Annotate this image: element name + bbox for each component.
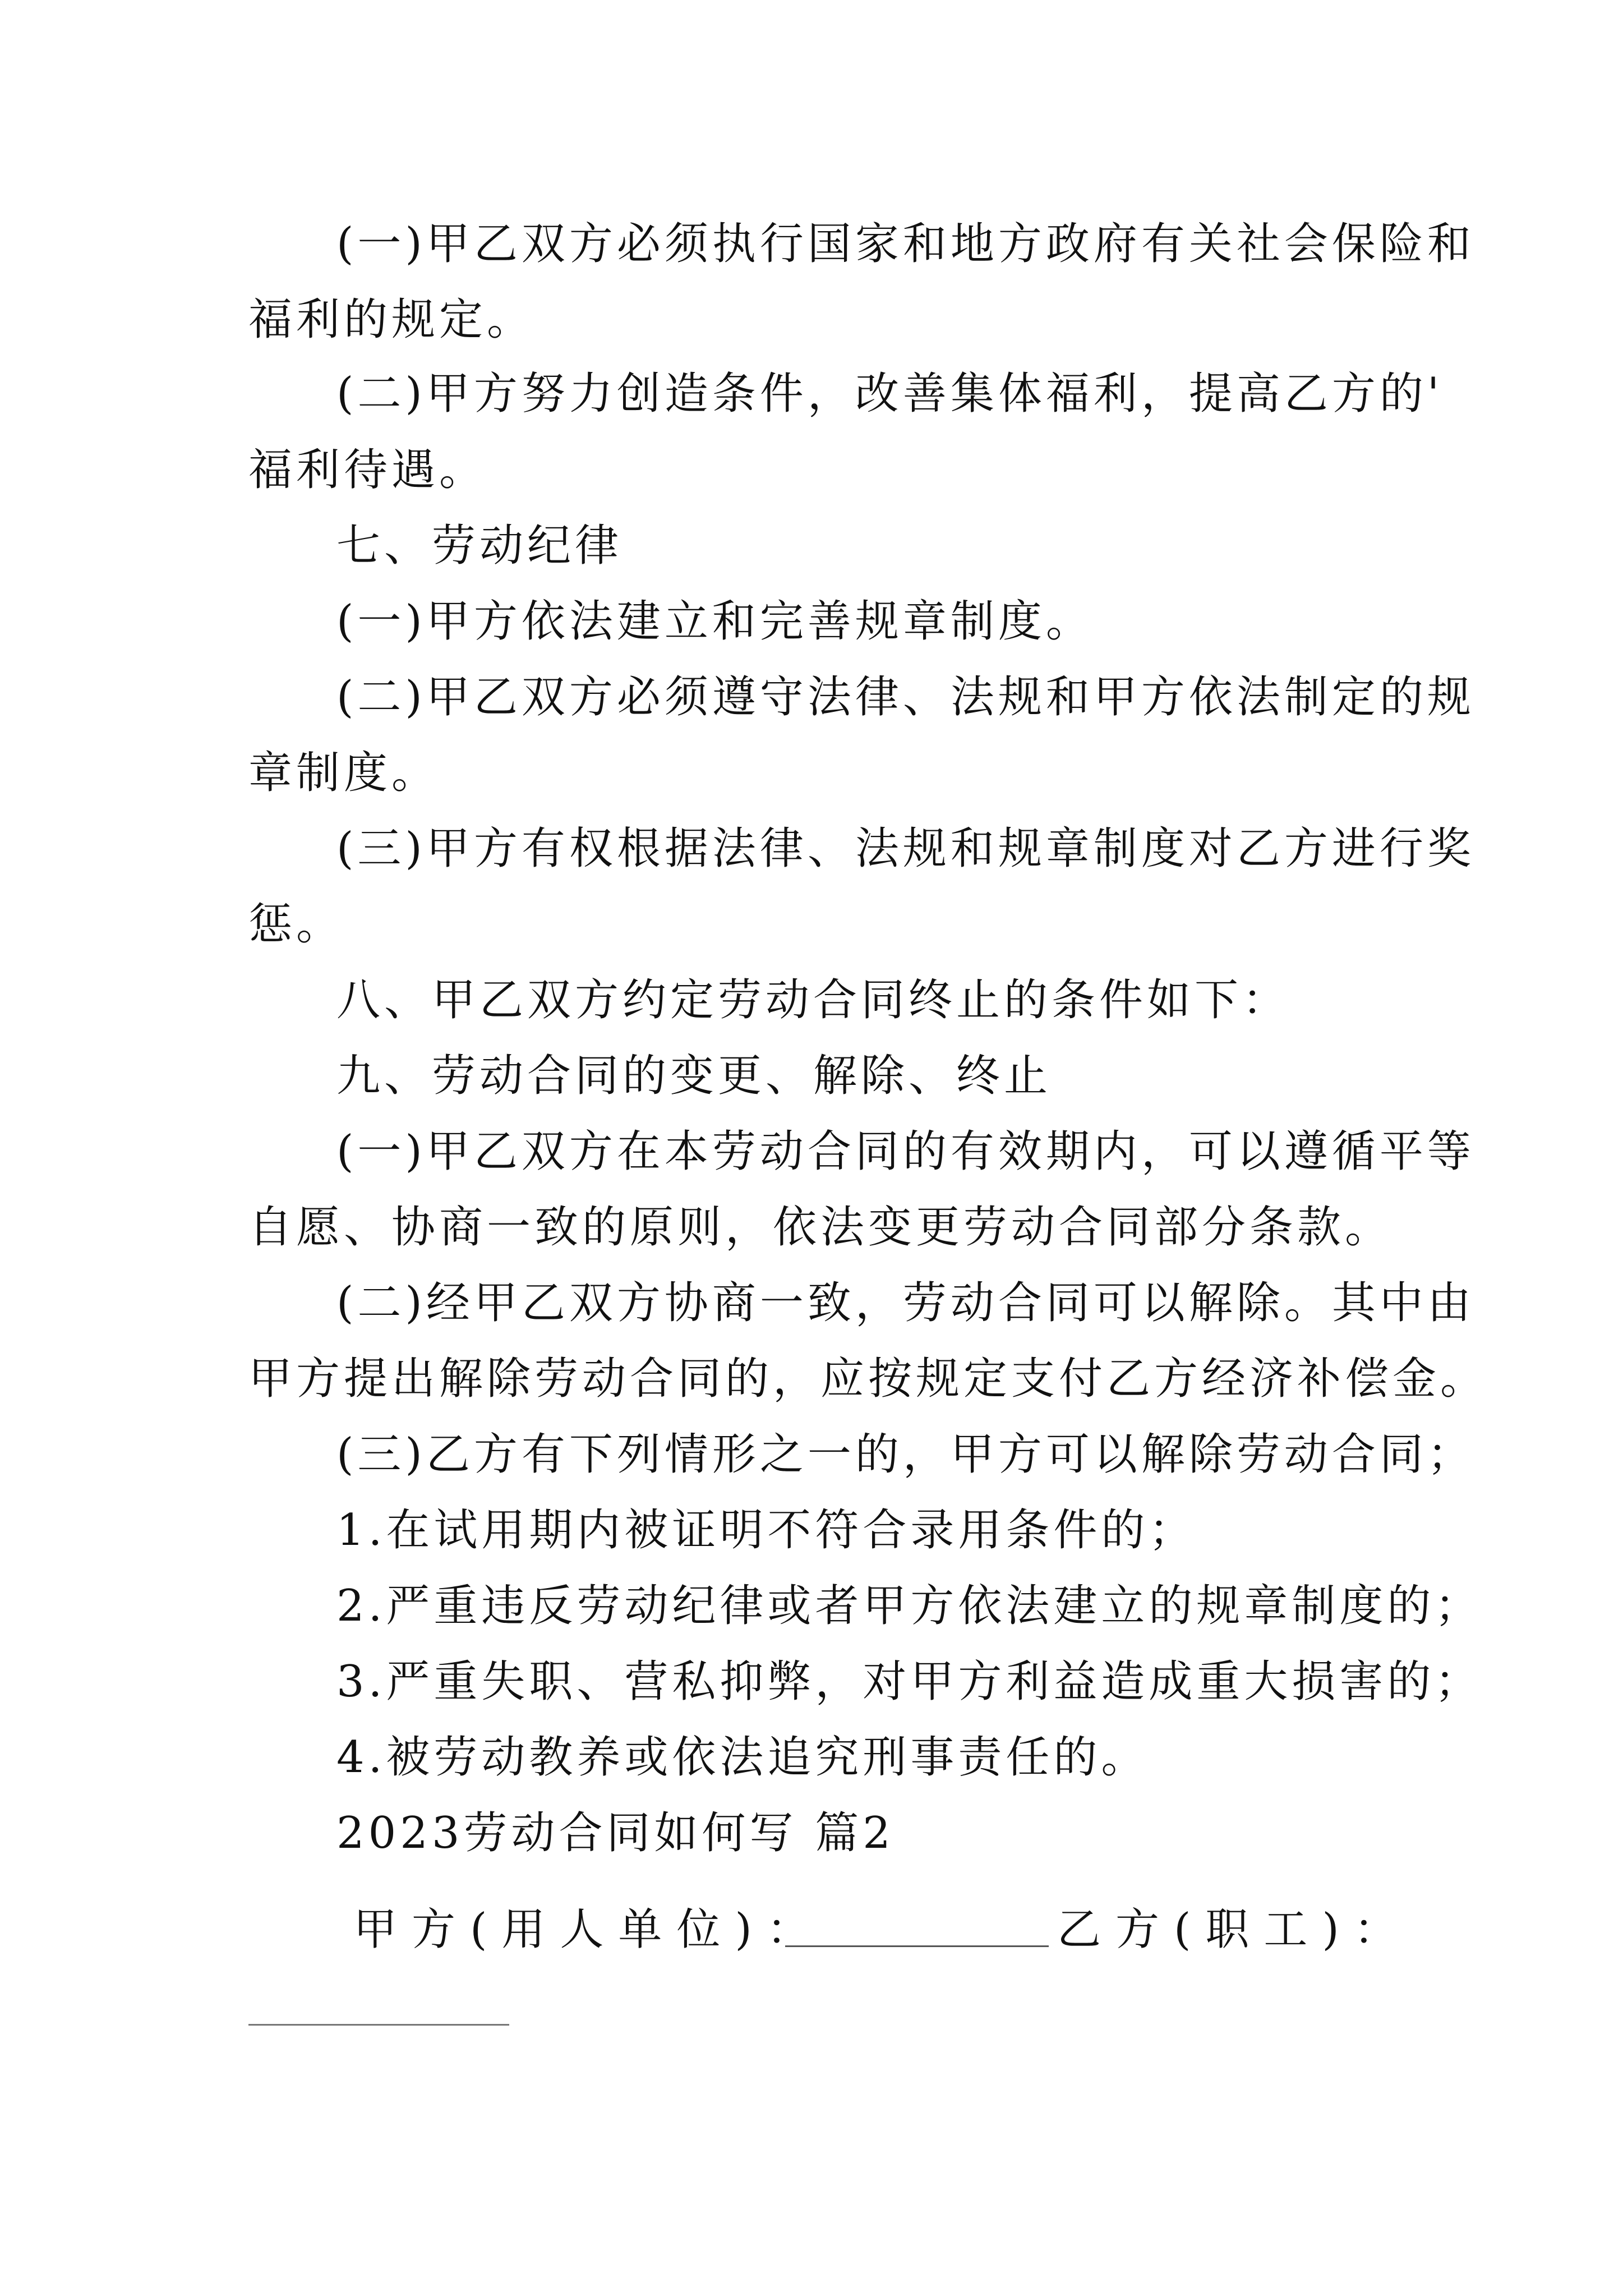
section-heading-contract-changes: 九、劳动合同的变更、解除、终止 [336,1051,1052,1101]
section-title-part-2: 2023劳动合同如何写 篇2 [336,1808,895,1858]
paragraph-reward-punish-line-2: 惩。 [248,899,344,950]
paragraph-reward-punish-line-1: (三)甲方有权根据法律、法规和规章制度对乙方进行奖 [336,823,1475,874]
list-item-malpractice: 3.严重失职、营私抑弊，对甲方利益造成重大损害的； [336,1657,1483,1707]
party-b-label: 乙方(职工)： [1057,1904,1412,1955]
paragraph-social-insurance-line-2: 福利的规定。 [248,295,535,345]
paragraph-rescind-line-2: 甲方提出解除劳动合同的，应按规定支付乙方经济补偿金。 [248,1354,1488,1404]
list-item-discipline-violation: 2.严重违反劳动纪律或者甲方依法建立的规章制度的； [336,1581,1483,1631]
paragraph-dismissal-conditions: (三)乙方有下列情形之一的，甲方可以解除劳动合同； [336,1429,1475,1480]
paragraph-welfare-line-2: 福利待遇。 [248,445,487,495]
party-a-blank-field [785,1945,1049,1947]
list-item-probation: 1.在试用期内被证明不符合录用条件的； [336,1505,1197,1556]
party-signature-line [353,1902,1412,1958]
paragraph-amend-line-1: (一)甲乙双方在本劳动合同的有效期内，可以遵循平等 [336,1126,1475,1177]
paragraph-obey-law-line-1: (二)甲乙双方必须遵守法律、法规和甲方依法制定的规 [336,672,1475,723]
paragraph-rules-establish: (一)甲方依法建立和完善规章制度。 [336,596,1094,647]
party-a-label: 甲方(用人单位)： [353,1904,825,1955]
paragraph-social-insurance-line-1: (一)甲乙双方必须执行国家和地方政府有关社会保险和 [336,219,1475,269]
section-heading-labor-discipline: 七、劳动纪律 [336,521,623,571]
section-heading-termination-conditions: 八、甲乙双方约定劳动合同终止的条件如下： [336,975,1290,1025]
paragraph-obey-law-line-2: 章制度。 [248,748,440,798]
paragraph-amend-line-2: 自愿、协商一致的原则，依法变更劳动合同部分条款。 [248,1202,1393,1253]
paragraph-welfare-line-1: (二)甲方努力创造条件，改善集体福利，提高乙方的' [336,369,1444,419]
paragraph-rescind-line-1: (二)经甲乙双方协商一致，劳动合同可以解除。其中由 [336,1278,1475,1328]
list-item-criminal-liability: 4.被劳动教养或依法追究刑事责任的。 [336,1732,1149,1783]
footnote-divider [248,2024,509,2026]
